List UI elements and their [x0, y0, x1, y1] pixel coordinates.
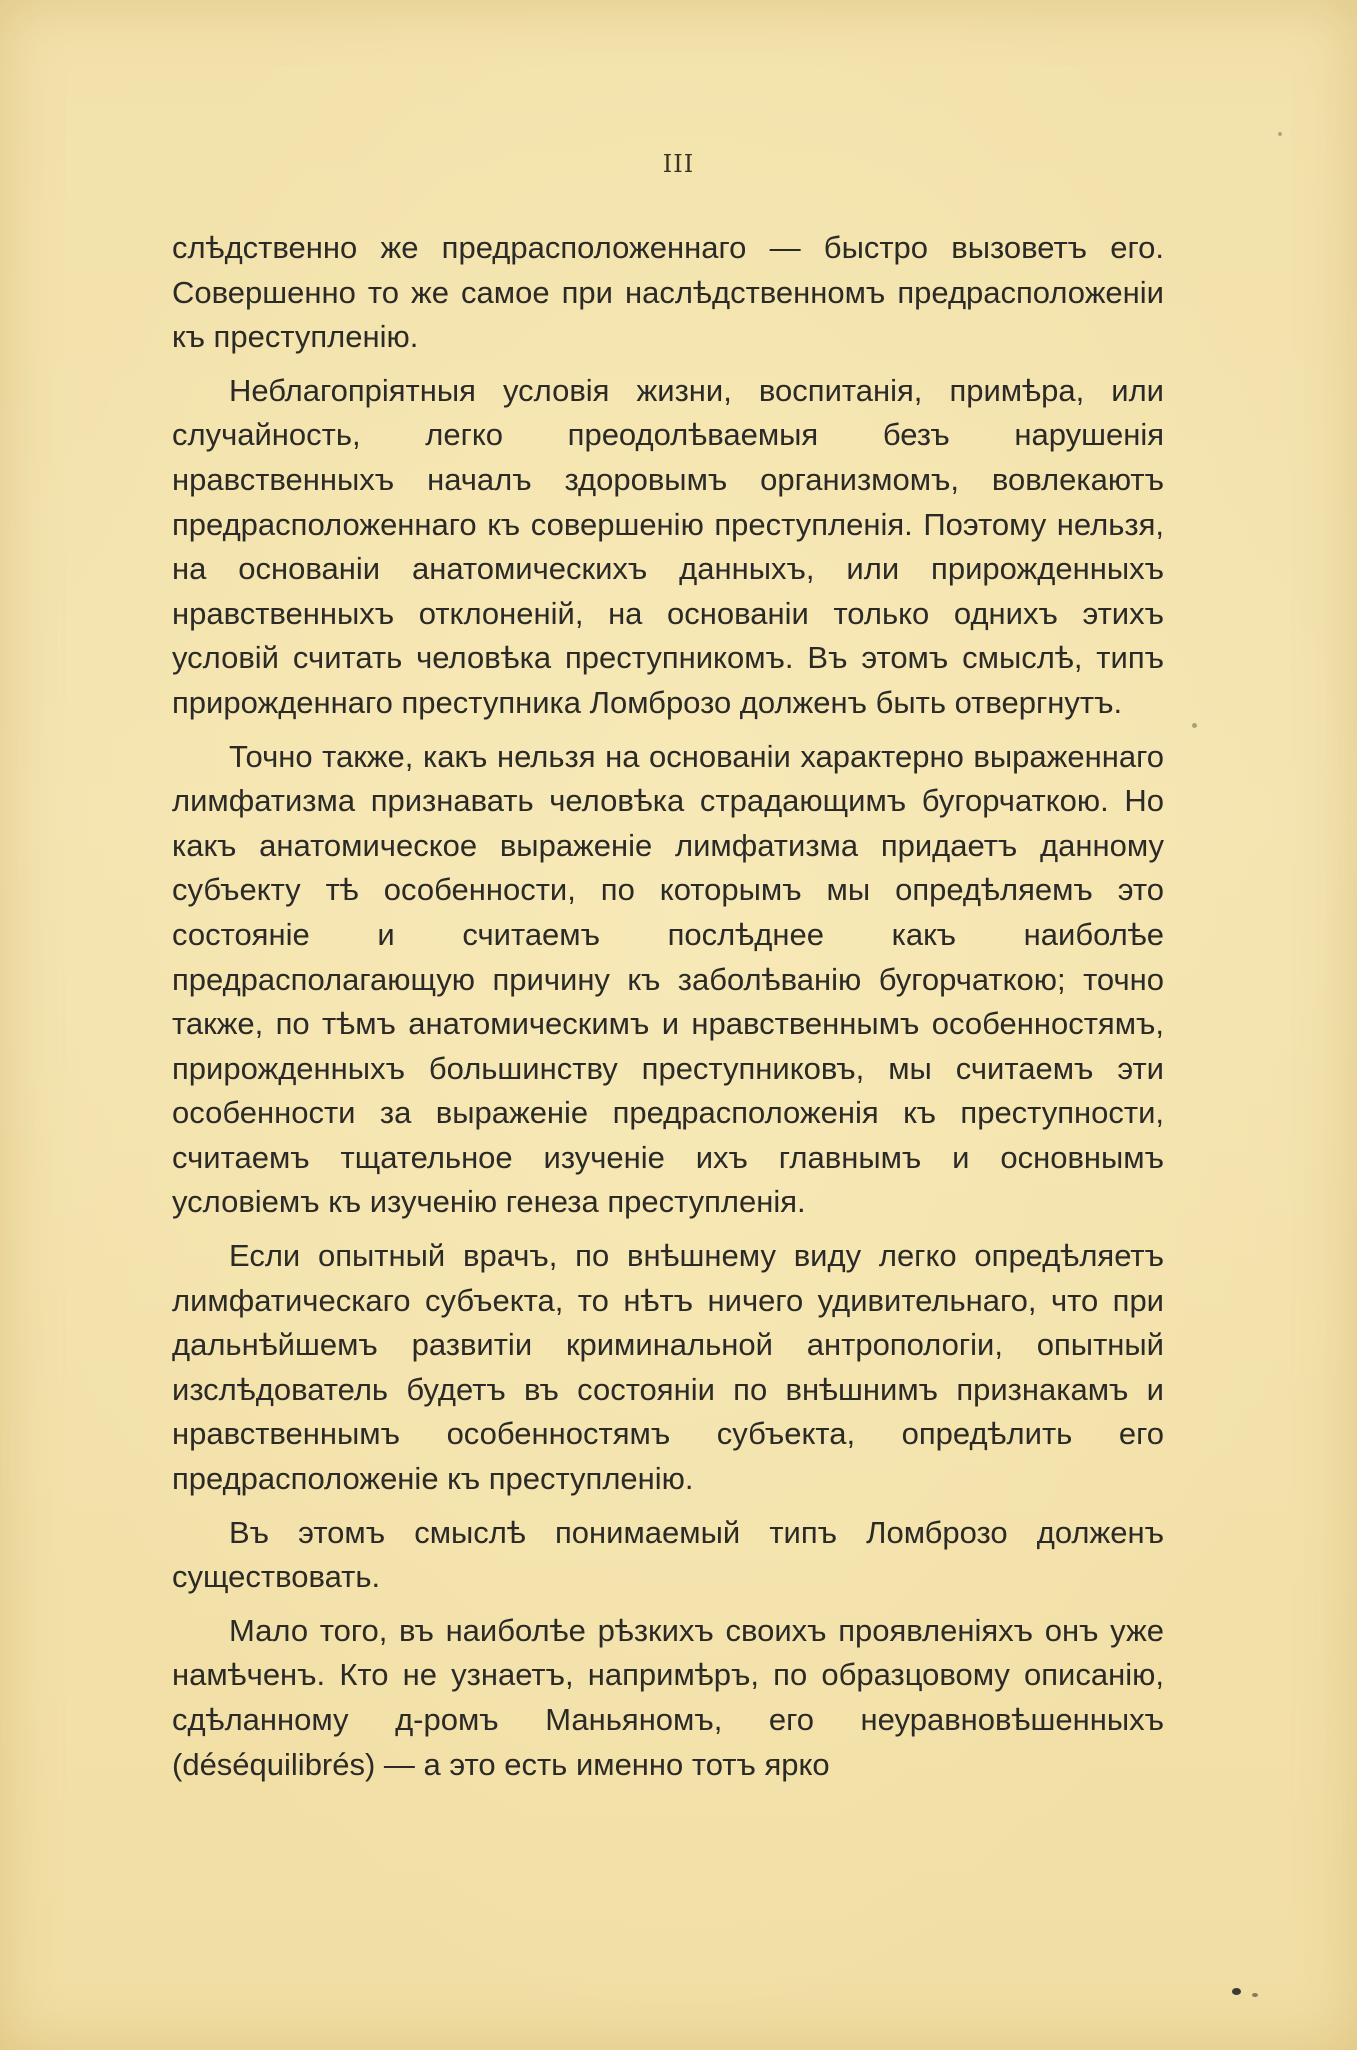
paragraph: Неблагопріятныя условія жизни, воспитанія, примѣра, или случайность, легко преодолѣваемыя безъ нарушенія нравственныхъ началъ здоровымъ организмомъ, вовлекаютъ предрасположеннаго къ совершенію преступленія. Поэтому нельзя, на основаніи анатомическихъ данныхъ, или прирожденныхъ нравственныхъ отклоненій, на основаніи только однихъ этихъ условій считать человѣка преступникомъ. Въ этомъ смыслѣ, типъ прирожденнаго преступника Ломброзо долженъ быть отвергнутъ.: [172, 372, 1164, 720]
print-speck: [1278, 132, 1282, 136]
paragraph: Точно также, какъ нельзя на основаніи характерно выраженнаго лимфатизма признавать человѣка страдающимъ бугорчаткою. Но какъ анатомическое выраженіе лимфатизма придаетъ данному субъекту тѣ особенности, по которымъ мы опредѣляемъ это состояніе и считаемъ послѣднее какъ наиболѣе предрасполагающую причину къ заболѣванію бугорчаткою; точно также, по тѣмъ анатомическимъ и нравственнымъ особенностямъ, прирожденныхъ большинству преступниковъ, мы считаемъ эти особенности за выраженіе предрасположенія къ преступности, считаемъ тщательное изученіе ихъ главнымъ и основнымъ условіемъ къ изученію генеза преступленія.: [172, 738, 1164, 1220]
paragraph-continued: слѣдственно же предрасположеннаго — быстро вызоветъ его. Совершенно то же самое при наслѣдственномъ предрасположеніи къ преступленію.: [172, 230, 1164, 355]
page-number: III: [662, 150, 695, 178]
body-text: [172, 226, 1164, 1796]
print-speck: [1232, 1988, 1241, 1995]
paragraph: Въ этомъ смыслѣ понимаемый типъ Ломброзо долженъ существовать.: [172, 1514, 1164, 1595]
print-speck: [1192, 723, 1197, 728]
paragraph: Мало того, въ наиболѣе рѣзкихъ своихъ проявленіяхъ онъ уже намѣченъ. Кто не узнаетъ, напримѣръ, по образцовому описанію, сдѣланному д-ромъ Маньяномъ, его неуравновѣшенныхъ (déséquilibrés) — а это есть именно тотъ ярко: [172, 1612, 1164, 1782]
paragraph: Если опытный врачъ, по внѣшнему виду легко опредѣляетъ лимфатическаго субъекта, то нѣтъ ничего удивительнаго, что при дальнѣйшемъ развитіи криминальной антропологіи, опытный изслѣдователь будетъ въ состояніи по внѣшнимъ признакамъ и нравственнымъ особенностямъ субъекта, опредѣлить его предрасположеніе къ преступленію.: [172, 1238, 1164, 1497]
print-speck: [1252, 1993, 1258, 1997]
